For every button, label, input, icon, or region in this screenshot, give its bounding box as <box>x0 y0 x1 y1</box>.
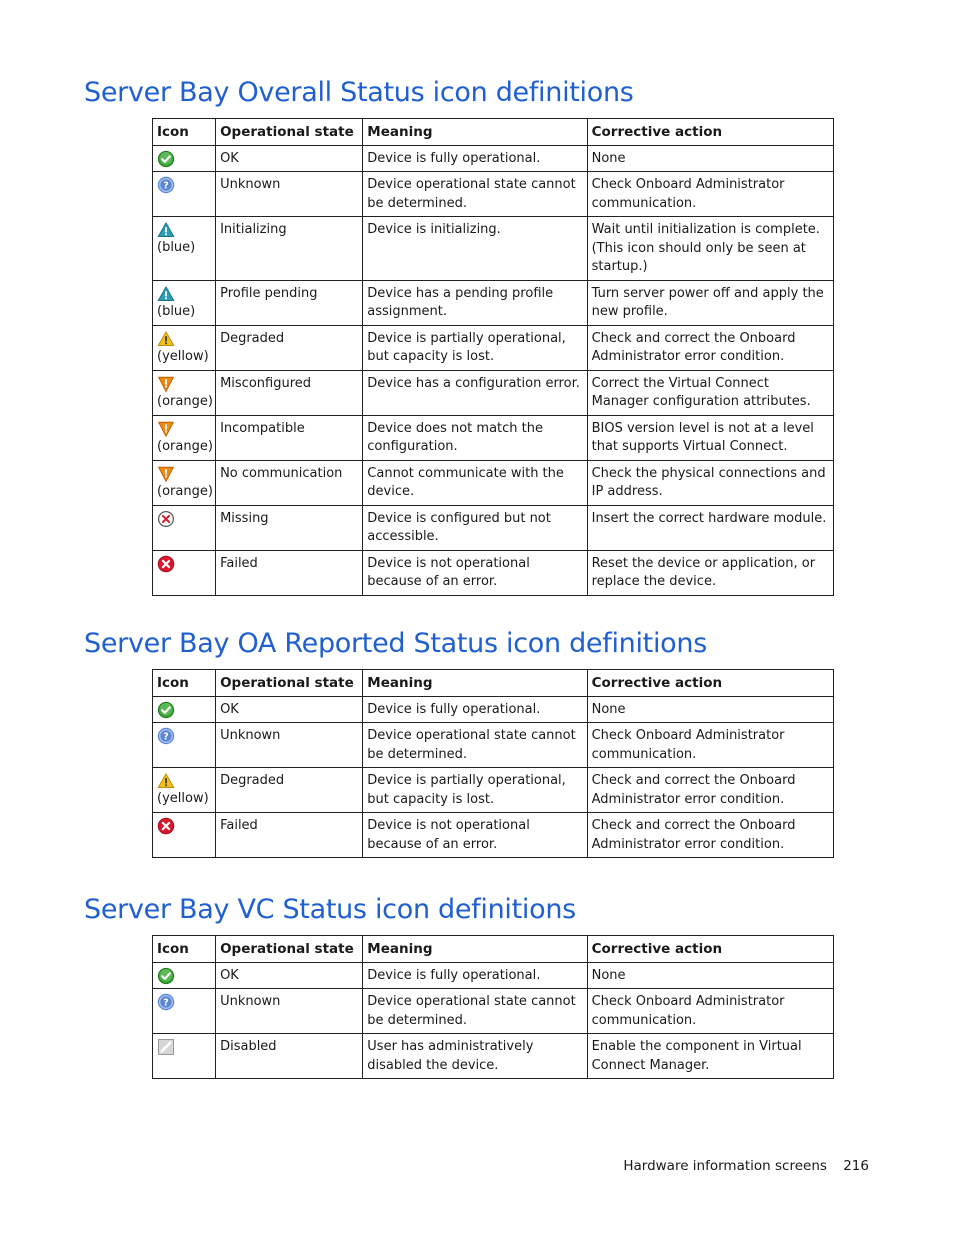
table-row <box>153 1034 834 1079</box>
table-row <box>153 370 834 415</box>
icon-cell <box>153 813 216 858</box>
warning-yellow-icon <box>157 330 211 348</box>
icon-color-note: (yellow) <box>157 791 209 806</box>
page-footer <box>623 1158 869 1174</box>
corrective-action-cell: Correct the Virtual Connect Manager configuration attributes. <box>587 370 833 415</box>
failed-icon <box>157 817 211 835</box>
meaning-cell: Cannot communicate with the device. <box>363 460 587 505</box>
table-header-row <box>153 119 834 146</box>
table-row <box>153 813 834 858</box>
meaning-cell: Device is fully operational. <box>363 696 587 723</box>
meaning-cell: Device is not operational because of an error. <box>363 550 587 595</box>
header-icon: Icon <box>153 670 216 697</box>
section-title: Server Bay OA Reported Status icon definitions <box>84 628 707 659</box>
operational-state-cell: Initializing <box>216 217 363 281</box>
icon-color-note: (orange) <box>157 483 213 499</box>
icon-cell <box>153 962 216 989</box>
table-row <box>153 696 834 723</box>
unknown-icon <box>157 993 211 1011</box>
operational-state-cell: Degraded <box>216 325 363 370</box>
corrective-action-cell: None <box>587 696 833 723</box>
meaning-cell: Device is not operational because of an error. <box>363 813 587 858</box>
meaning-cell: Device is fully operational. <box>363 145 587 172</box>
table-row <box>153 172 834 217</box>
header-operational-state: Operational state <box>216 119 363 146</box>
header-corrective-action: Corrective action <box>587 936 833 963</box>
operational-state-cell: Failed <box>216 550 363 595</box>
meaning-cell: Device is configured but not accessible. <box>363 505 587 550</box>
operational-state-cell: Incompatible <box>216 415 363 460</box>
warning-yellow-icon <box>157 772 211 790</box>
icon-color-note: (blue) <box>157 303 196 319</box>
table-row <box>153 505 834 550</box>
section-title: Server Bay Overall Status icon definitions <box>84 77 634 108</box>
meaning-cell: Device does not match the configuration. <box>363 415 587 460</box>
meaning-cell: Device has a pending profile assignment. <box>363 280 587 325</box>
icon-cell <box>153 172 216 217</box>
icon-color-note: (orange) <box>157 393 213 409</box>
corrective-action-cell: Check and correct the Onboard Administrator error condition. <box>587 325 833 370</box>
header-corrective-action: Corrective action <box>587 119 833 146</box>
table-row <box>153 962 834 989</box>
corrective-action-cell: BIOS version level is not at a level that supports Virtual Connect. <box>587 415 833 460</box>
icon-cell <box>153 1034 216 1079</box>
operational-state-cell: No communication <box>216 460 363 505</box>
operational-state-cell: Disabled <box>216 1034 363 1079</box>
header-operational-state: Operational state <box>216 670 363 697</box>
icon-cell <box>153 989 216 1034</box>
status-table <box>152 935 834 1079</box>
corrective-action-cell: Insert the correct hardware module. <box>587 505 833 550</box>
header-operational-state: Operational state <box>216 936 363 963</box>
unknown-icon <box>157 176 211 194</box>
table-row <box>153 550 834 595</box>
operational-state-cell: Unknown <box>216 723 363 768</box>
operational-state-cell: Unknown <box>216 989 363 1034</box>
header-corrective-action: Corrective action <box>587 670 833 697</box>
meaning-cell: Device is partially operational, but capacity is lost. <box>363 325 587 370</box>
meaning-cell: Device operational state cannot be determined. <box>363 989 587 1034</box>
meaning-cell: User has administratively disabled the device. <box>363 1034 587 1079</box>
svg-text:?: ? <box>163 180 169 192</box>
status-table <box>152 669 834 858</box>
operational-state-cell: Degraded <box>216 768 363 813</box>
alert-orange-icon <box>157 420 211 438</box>
disabled-icon <box>157 1038 211 1056</box>
alert-orange-icon <box>157 465 211 483</box>
ok-icon <box>157 150 211 168</box>
ok-icon <box>157 701 211 719</box>
icon-cell <box>153 280 216 325</box>
svg-text:?: ? <box>163 731 169 743</box>
table-body <box>153 962 834 1079</box>
operational-state-cell: Failed <box>216 813 363 858</box>
table-row <box>153 460 834 505</box>
svg-text:?: ? <box>163 997 169 1009</box>
corrective-action-cell: Wait until initialization is complete. (This icon should only be seen at startup.) <box>587 217 833 281</box>
corrective-action-cell: Check Onboard Administrator communication. <box>587 723 833 768</box>
missing-icon <box>157 510 211 528</box>
operational-state-cell: Unknown <box>216 172 363 217</box>
table-row <box>153 723 834 768</box>
icon-cell <box>153 505 216 550</box>
footer-section-name: Hardware information screens <box>623 1158 827 1174</box>
table-row <box>153 768 834 813</box>
icon-cell <box>153 460 216 505</box>
header-meaning: Meaning <box>363 119 587 146</box>
corrective-action-cell: Check the physical connections and IP address. <box>587 460 833 505</box>
unknown-icon <box>157 727 211 745</box>
table-row <box>153 280 834 325</box>
meaning-cell: Device operational state cannot be determined. <box>363 723 587 768</box>
header-icon: Icon <box>153 936 216 963</box>
table-row <box>153 145 834 172</box>
operational-state-cell: Misconfigured <box>216 370 363 415</box>
table-row <box>153 217 834 281</box>
icon-color-note: (yellow) <box>157 348 209 364</box>
icon-cell <box>153 723 216 768</box>
table-row <box>153 415 834 460</box>
operational-state-cell: OK <box>216 145 363 172</box>
table-header-row <box>153 670 834 697</box>
operational-state-cell: Missing <box>216 505 363 550</box>
corrective-action-cell: Check Onboard Administrator communication. <box>587 989 833 1034</box>
icon-cell <box>153 145 216 172</box>
header-meaning: Meaning <box>363 936 587 963</box>
icon-cell <box>153 217 216 281</box>
corrective-action-cell: None <box>587 962 833 989</box>
meaning-cell: Device has a configuration error. <box>363 370 587 415</box>
meaning-cell: Device is fully operational. <box>363 962 587 989</box>
corrective-action-cell: Reset the device or application, or replace the device. <box>587 550 833 595</box>
corrective-action-cell: Check and correct the Onboard Administrator error condition. <box>587 768 833 813</box>
alert-orange-icon <box>157 375 211 393</box>
corrective-action-cell: Check and correct the Onboard Administrator error condition. <box>587 813 833 858</box>
corrective-action-cell: None <box>587 145 833 172</box>
page-number: 216 <box>843 1158 869 1174</box>
icon-cell <box>153 370 216 415</box>
icon-color-note: (orange) <box>157 438 213 454</box>
warning-blue-icon <box>157 221 211 239</box>
meaning-cell: Device is initializing. <box>363 217 587 281</box>
icon-cell <box>153 325 216 370</box>
table-body <box>153 696 834 858</box>
section-title: Server Bay VC Status icon definitions <box>84 894 576 925</box>
warning-blue-icon <box>157 285 211 303</box>
table-body <box>153 145 834 595</box>
icon-cell <box>153 768 216 813</box>
failed-icon <box>157 555 211 573</box>
meaning-cell: Device is partially operational, but capacity is lost. <box>363 768 587 813</box>
operational-state-cell: OK <box>216 696 363 723</box>
operational-state-cell: Profile pending <box>216 280 363 325</box>
corrective-action-cell: Enable the component in Virtual Connect Manager. <box>587 1034 833 1079</box>
icon-color-note: (blue) <box>157 240 196 255</box>
table-row <box>153 325 834 370</box>
icon-cell <box>153 415 216 460</box>
table-row <box>153 989 834 1034</box>
table-header-row <box>153 936 834 963</box>
ok-icon <box>157 967 211 985</box>
operational-state-cell: OK <box>216 962 363 989</box>
status-table <box>152 118 834 596</box>
corrective-action-cell: Turn server power off and apply the new profile. <box>587 280 833 325</box>
corrective-action-cell: Check Onboard Administrator communication. <box>587 172 833 217</box>
icon-cell <box>153 696 216 723</box>
icon-cell <box>153 550 216 595</box>
header-icon: Icon <box>153 119 216 146</box>
meaning-cell: Device operational state cannot be determined. <box>363 172 587 217</box>
header-meaning: Meaning <box>363 670 587 697</box>
